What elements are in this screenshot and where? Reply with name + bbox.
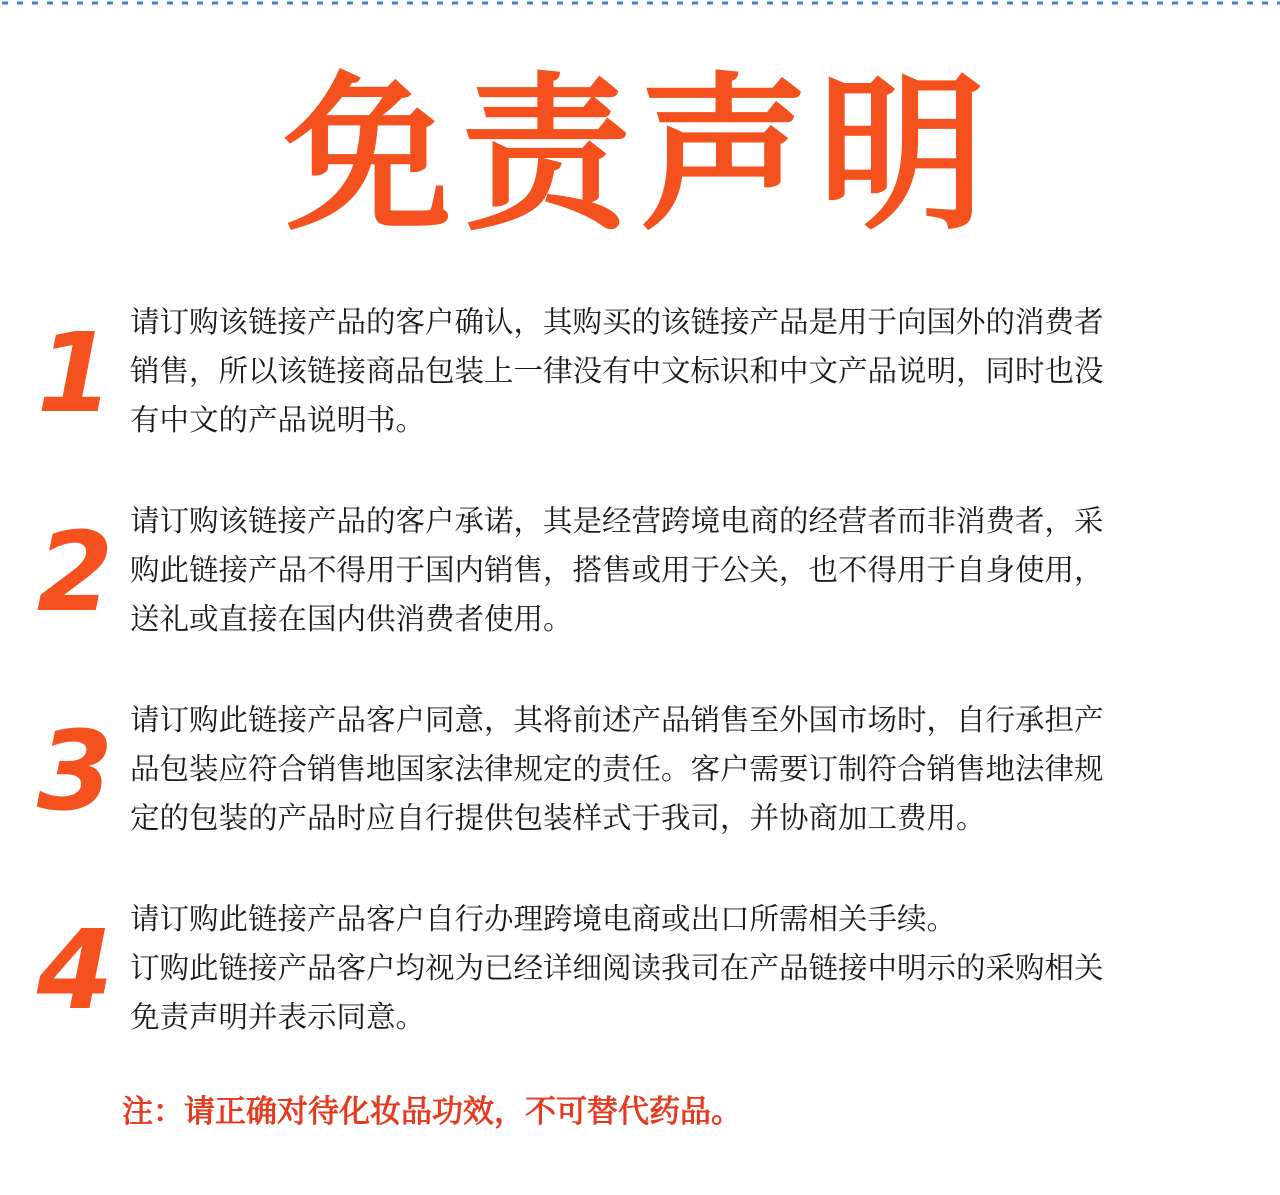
item-text-1: 请订购该链接产品的客户确认，其购买的该链接产品是用于向国外的消费者 销售，所以该链接商品包装上一律没有中文标识和中文产品说明，同时也没 有中文的产品说明书。 [130, 305, 1104, 437]
disclaimer-item-2 [0, 497, 1280, 647]
page-title: 免责声明 [284, 57, 996, 253]
item-number-3: 3 [36, 707, 114, 835]
dotted-top-border [0, 0, 1280, 8]
item-number-2: 2 [36, 508, 114, 636]
disclaimer-item-4 [0, 895, 1280, 1045]
item-number-4: 4 [36, 906, 114, 1034]
item-number-1: 1 [36, 309, 114, 437]
cosmetics-note: 注：请正确对待化妆品功效，不可替代药品。 [122, 1094, 742, 1130]
item-text-4: 请订购此链接产品客户自行办理跨境电商或出口所需相关手续。 订购此链接产品客户均视为已经详细阅读我司在产品链接中明示的采购相关 免责声明并表示同意。 [130, 902, 1104, 1034]
item-text-3: 请订购此链接产品客户同意，其将前述产品销售至外国市场时，自行承担产 品包装应符合销售地国家法律规定的责任。客户需要订制符合销售地法律规 定的包装的产品时应自行提供包装样式于我司，并协商加工费用。 [130, 703, 1104, 835]
disclaimer-item-3 [0, 696, 1280, 846]
disclaimer-item-1 [0, 298, 1280, 448]
item-text-2: 请订购该链接产品的客户承诺，其是经营跨境电商的经营者而非消费者，采 购此链接产品不得用于国内销售，搭售或用于公关，也不得用于自身使用， 送礼或直接在国内供消费者使用。 [130, 504, 1104, 636]
